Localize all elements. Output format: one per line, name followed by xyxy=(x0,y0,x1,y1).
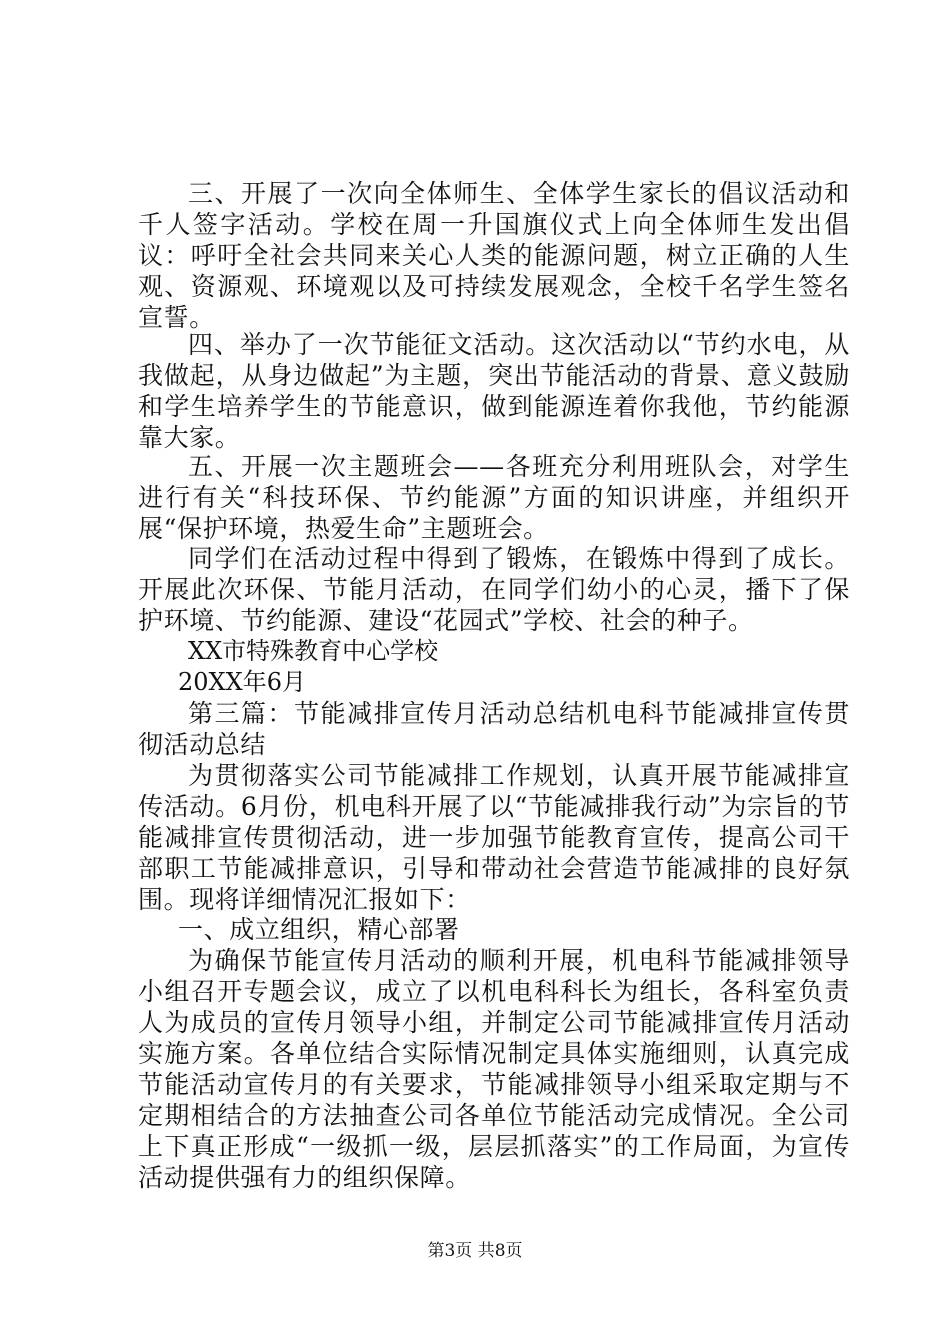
page-footer: 第3页 共8页 xyxy=(427,1241,523,1261)
paragraph-three: 三、开展了一次向全体师生、全体学生家长的倡议活动和千人签字活动。学校在周一升国旗仪式上向全体师生发出倡议：呼吁全社会共同来关心人类的能源问题，树立正确的人生观、资源观、环境观以及可持续发展观念，全校千名学生签名宣誓。 xyxy=(138,179,850,332)
paragraph-intro: 为贯彻落实公司节能减排工作规划，认真开展节能减排宣传活动。6月份，机电科开展了以“节能减排我行动”为宗旨的节能减排宣传贯彻活动，进一步加强节能教育宣传，提高公司干部职工节能减排意识，引导和带动社会营造节能减排的良好氛围。现将详细情况汇报如下： xyxy=(138,761,850,914)
paragraph-organize: 为确保节能宣传月活动的顺利开展，机电科节能减排领导小组召开专题会议，成立了以机电科科长为组长，各科室负责人为成员的宣传月领导小组，并制定公司节能减排宣传月活动实施方案。各单位结合实际情况制定具体实施细则，认真完成节能活动宣传月的有关要求，节能减排领导小组采取定期与不定期相结合的方法抽查公司各单位节能活动完成情况。全公司上下真正形成“一级抓一级，层层抓落实”的工作局面，为宣传活动提供强有力的组织保障。 xyxy=(138,946,850,1192)
paragraph-five: 五、开展一次主题班会——各班充分利用班队会，对学生进行有关“科技环保、节约能源”方面的知识讲座，并组织开展“保护环境，热爱生命”主题班会。 xyxy=(138,452,850,543)
signature-date: 20XX年6月 xyxy=(178,668,306,696)
section-title: 第三篇：节能减排宣传月活动总结机电科节能减排宣传贯彻活动总结 xyxy=(138,699,850,759)
heading-organize: 一、成立组织，精心部署 xyxy=(178,915,460,944)
signature-organization: XX市特殊教育中心学校 xyxy=(188,637,439,665)
paragraph-four: 四、举办了一次节能征文活动。这次活动以“节约水电，从我做起，从身边做起”为主题，突出节能活动的背景、意义鼓励和学生培养学生的节能意识，做到能源连着你我他，节约能源靠大家。 xyxy=(138,330,850,452)
paragraph-summary: 同学们在活动过程中得到了锻炼，在锻炼中得到了成长。开展此次环保、节能月活动，在同学们幼小的心灵，播下了保护环境、节约能源、建设“花园式”学校、社会的种子。 xyxy=(138,544,850,635)
